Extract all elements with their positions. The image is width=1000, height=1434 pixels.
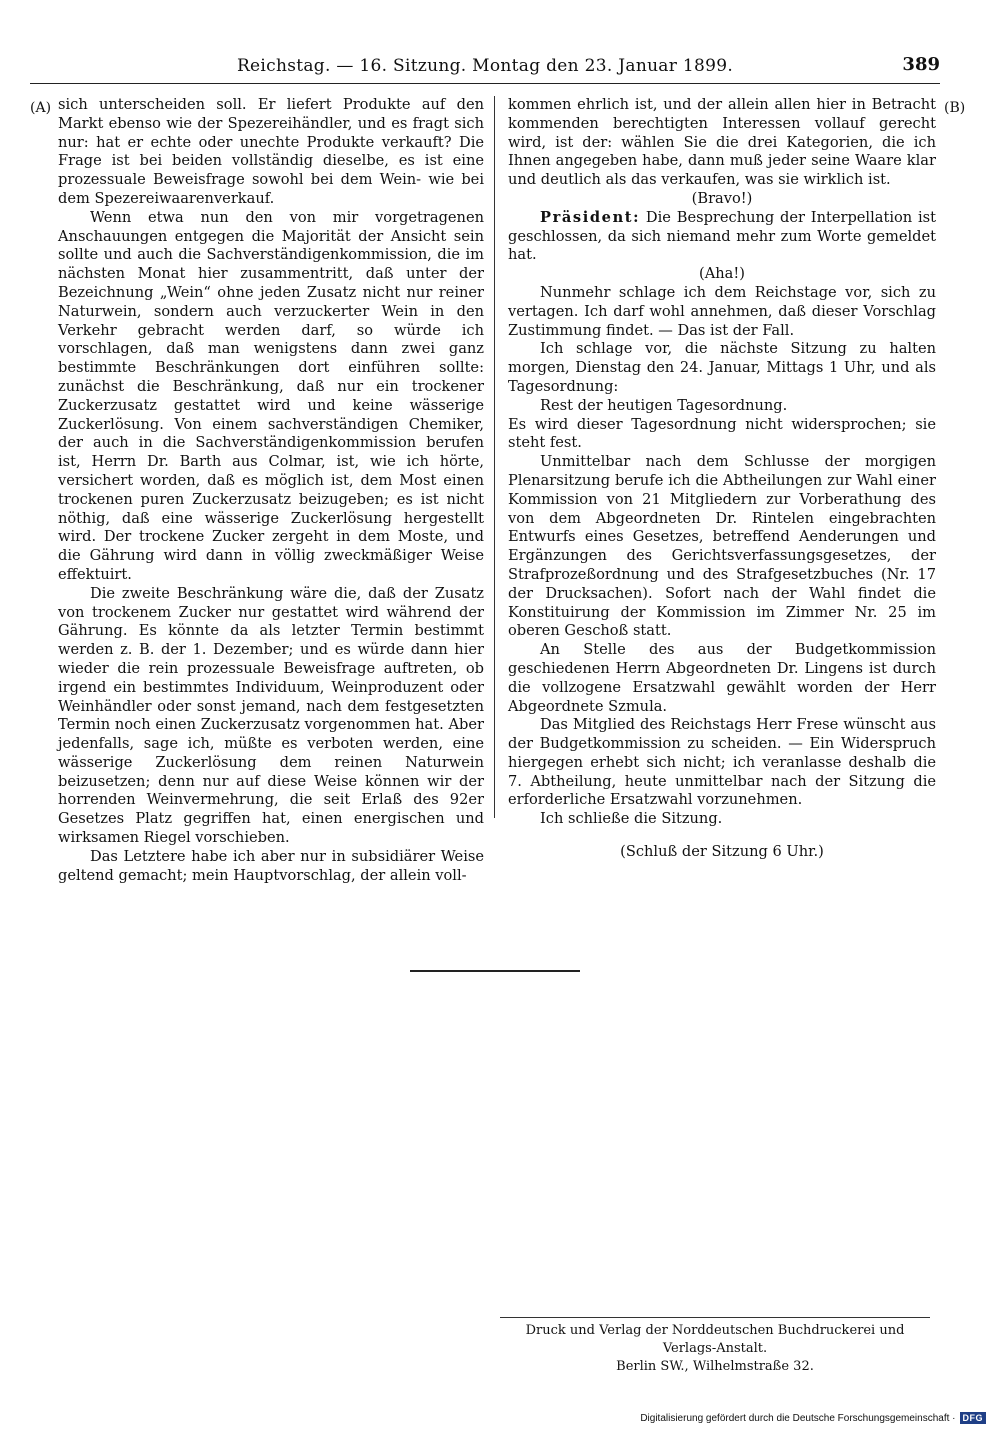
imprint-rule [500, 1317, 930, 1318]
interjection: (Aha!) [699, 265, 745, 283]
interjection: (Bravo!) [691, 189, 753, 207]
page-number: 389 [902, 54, 940, 75]
paragraph: An Stelle des aus der Budgetkommission geschiedenen Herrn Abgeordneten Dr. Lingens ist durch die vollzogene Ersatzwahl gewählt worden der Herr Abgeordnete Szmula. [508, 641, 936, 715]
margin-mark-b: (B) [944, 100, 966, 116]
paragraph: Das Mitglied des Reichstags Herr Frese wünscht aus der Budgetkommission zu scheiden. — Ein Widerspruch hiergegen erhebt sich nicht; ich veranlasse deshalb die 7. Abtheilung, heute unmittelbar nach der Sitzung die erforderliche Ersatzwahl vorzunehmen. [508, 716, 936, 809]
imprint [500, 1322, 930, 1376]
paragraph: Die zweite Beschränkung wäre die, daß der Zusatz von trockenem Zucker nur gestattet wird während der Gährung. Es könnte da als letzter Termin bestimmt werden z. B. der 1. Dezember; und es würde dann hier wieder die rein prozessuale Beweisfrage auftreten, ob irgend ein bestimmtes Individuum, Weinproduzent oder Weinhändler oder sonst jemand, nach dem festgesetzten Termin noch einen Zuckerzusatz vorgenommen hat. Aber jedenfalls, sage ich, müßte es verboten werden, eine wässerige Zuckerlösung dem reinen Naturwein beizusetzen; denn nur auf diese Weise können wir der horrenden Weinvermehrung, die seit Erlaß des 92er Gesetzes Platz gegriffen hat, einen energischen und wirksamen Riegel vorschieben. [58, 584, 484, 847]
session-closing: (Schluß der Sitzung 6 Uhr.) [620, 843, 824, 861]
paragraph: Wenn etwa nun den von mir vorgetragenen Anschauungen entgegen die Majorität der Ansicht sein sollte und auch die Sachverständigenkommission, die im nächsten Monat hier zusammentritt, daß unter der Bezeichnung „Wein“ ohne jeden Zusatz nicht nur reiner Naturwein, sondern auch verzuckerter Wein in den Verkehr gebracht werden darf, so würde ich vorschlagen, daß man wenigstens dann zwei ganz bestimmte Beschränkungen dort einführen sollte: zunächst die Beschränkung, daß nur ein trockener Zuckerzusatz gestattet wird und keine wässerige Zuckerlösung. Von einem sachverständigen Chemiker, der auch in die Sachverständigenkommission berufen ist, Herrn Dr. Barth aus Colmar, ist, wie ich hörte, versichert worden, daß es möglich ist, dem Most einen trockenen puren Zuckerzusatz beizugeben; es ist nicht nöthig, daß eine wässerige Zuckerlösung hergestellt wird. Der trockene Zucker zergeht in dem Moste, und die Gährung wird dann in völlig zweckmäßiger Weise effektuirt. [58, 208, 484, 583]
paragraph [508, 209, 936, 265]
paragraph: Nunmehr schlage ich dem Reichstage vor, sich zu vertagen. Ich darf wohl annehmen, daß dieser Vorschlag Zustimmung findet. — Das ist der Fall. [508, 283, 936, 339]
paragraph: Es wird dieser Tagesordnung nicht widersprochen; sie steht fest. [508, 415, 936, 452]
digitization-text: Digitalisierung gefördert durch die Deutsche Forschungsgemeinschaft · [640, 1412, 956, 1424]
agenda-item: Rest der heutigen Tagesordnung. [540, 396, 788, 414]
section-rule [410, 970, 580, 972]
header-title: Reichstag. — 16. Sitzung. Montag den 23. Januar 1899. [236, 56, 734, 76]
speaker-label: Präsident: [540, 208, 641, 226]
dfg-logo-icon: DFG [960, 1412, 987, 1424]
paragraph: Unmittelbar nach dem Schlusse der morgigen Plenarsitzung berufe ich die Abtheilungen zur Wahl einer Kommission von 21 Mitgliedern zur Vorberathung des von dem Abgeordneten Dr. Rintelen eingebrachten Entwurfs eines Gesetzes, betreffend Aenderungen und Ergänzungen des Gerichtsverfassungsgesetzes, der Strafprozeßordnung und des Strafgesetzbuches (Nr. 17 der Drucksachen). Sofort nach der Wahl findet die Konstituirung der Kommission im Zimmer Nr. 25 im oberen Geschoß statt. [508, 453, 936, 640]
imprint-line-2: Berlin SW., Wilhelmstraße 32. [616, 1359, 814, 1374]
right-column [508, 96, 936, 862]
header-rule [30, 83, 940, 84]
left-column [58, 96, 484, 885]
paragraph: Ich schlage vor, die nächste Sitzung zu halten morgen, Dienstag den 24. Januar, Mittags 1 Uhr, und als Tagesordnung: [508, 340, 936, 395]
imprint-line-1: Druck und Verlag der Norddeutschen Buchdruckerei und Verlags-Anstalt. [525, 1323, 905, 1356]
digitization-note [640, 1412, 986, 1424]
speaker-text: Die Besprechung der Interpellation ist geschlossen, da sich niemand mehr zum Worte gemeldet hat. [508, 208, 936, 264]
paragraph: sich unterscheiden soll. Er liefert Produkte auf den Markt ebenso wie der Spezereihändler, und es fragt sich nur: hat er echte oder unechte Produkte verkauft? Die Frage ist bei beiden vollständig dieselbe, es ist eine prozessuale Beweisfrage sowohl bei dem Wein- wie bei dem Spezereiwaarenverkauf. [58, 96, 484, 207]
paragraph: Ich schließe die Sitzung. [540, 810, 723, 828]
column-divider [494, 96, 495, 818]
page-header [30, 50, 940, 84]
margin-mark-a: (A) [30, 100, 52, 116]
paragraph: kommen ehrlich ist, und der allein allen hier in Betracht kommenden berechtigten Interessen vollauf gerecht wird, ist der: wählen Sie die drei Kategorien, die ich Ihnen angegeben habe, dann muß jeder seine Waare klar und deutlich als das verkaufen, was sie wirklich ist. [508, 96, 936, 189]
paragraph: Das Letztere habe ich aber nur in subsidiärer Weise geltend gemacht; mein Hauptvorschlag, der allein voll- [58, 847, 484, 884]
